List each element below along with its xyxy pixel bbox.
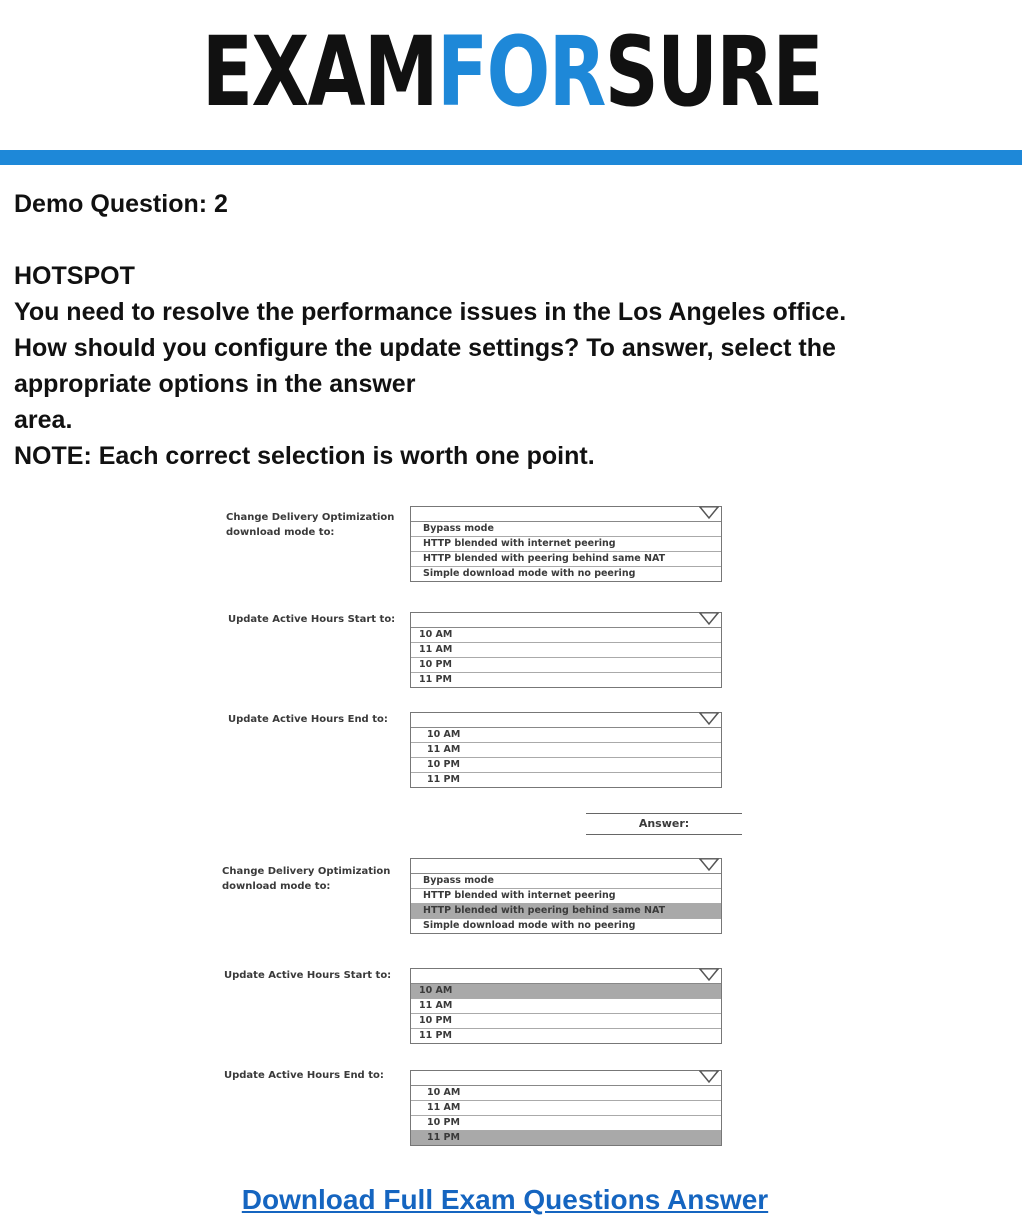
dropdown-option[interactable]: 10 PM (411, 1014, 721, 1029)
spacer (14, 222, 1004, 258)
delivery-optimization-dropdown[interactable] (410, 506, 722, 582)
question-text-line: You need to resolve the performance issues in the Los Angeles office. (14, 298, 847, 326)
dropdown-option[interactable]: HTTP blended with peering behind same NAT (411, 552, 721, 567)
dropdown-option[interactable]: 11 AM (411, 999, 721, 1014)
dropdown-option-selected[interactable]: 11 PM (411, 1131, 721, 1145)
header-divider-bar (0, 150, 1022, 165)
chevron-down-icon (699, 968, 719, 982)
chevron-down-icon (699, 858, 719, 872)
question-block (14, 186, 1004, 474)
dropdown-option-selected[interactable]: 10 AM (411, 984, 721, 999)
question-text-line: How should you configure the update settings? To answer, select the (14, 334, 836, 362)
active-hours-end-label: Update Active Hours End to: (224, 1070, 384, 1081)
logo-text-for: FOR (437, 16, 605, 128)
active-hours-start-label: Update Active Hours Start to: (228, 614, 396, 625)
dropdown-option[interactable]: Simple download mode with no peering (423, 568, 636, 579)
dropdown-option[interactable]: 10 AM (411, 728, 721, 743)
logo-text-exam: EXAM (201, 16, 438, 128)
active-hours-end-dropdown[interactable] (410, 712, 722, 788)
dropdown-option[interactable]: Bypass mode (411, 874, 721, 889)
active-hours-start-label: Update Active Hours Start to: (224, 970, 392, 981)
dropdown-option[interactable]: Bypass mode (411, 522, 721, 537)
dropdown-option[interactable]: HTTP blended with internet peering (411, 537, 721, 552)
dropdown-header[interactable] (411, 859, 721, 874)
answer-label: Answer: (586, 813, 742, 835)
dropdown-option[interactable]: 11 PM (427, 774, 460, 785)
hotspot-exhibit (212, 498, 744, 1158)
dropdown-option[interactable]: 11 AM (411, 743, 721, 758)
dropdown-option[interactable]: 11 AM (411, 1101, 721, 1116)
question-number: Demo Question: 2 (14, 190, 228, 218)
dropdown-option[interactable]: 11 PM (419, 1030, 452, 1041)
dropdown-option[interactable]: 10 PM (411, 658, 721, 673)
dropdown-header[interactable] (411, 1071, 721, 1086)
delivery-optimization-label: Change Delivery Optimization download mode to: (222, 866, 391, 892)
question-type: HOTSPOT (14, 262, 135, 290)
question-note: NOTE: Each correct selection is worth one point. (14, 442, 595, 470)
dropdown-header[interactable] (411, 969, 721, 984)
dropdown-option[interactable]: HTTP blended with internet peering (411, 889, 721, 904)
dropdown-header[interactable] (411, 713, 721, 728)
question-text-line: area. (14, 406, 73, 434)
dropdown-option[interactable]: 10 PM (411, 1116, 721, 1131)
dropdown-option[interactable]: 10 AM (411, 1086, 721, 1101)
chevron-down-icon (699, 506, 719, 520)
chevron-down-icon (699, 1070, 719, 1084)
dropdown-option[interactable]: 10 AM (411, 628, 721, 643)
dropdown-option[interactable]: 11 PM (419, 674, 452, 685)
delivery-optimization-answer-dropdown[interactable] (410, 858, 722, 934)
question-text-line: appropriate options in the answer (14, 370, 416, 398)
download-full-exam-link[interactable]: Download Full Exam Questions Answer (241, 1184, 769, 1215)
dropdown-header[interactable] (411, 613, 721, 628)
delivery-optimization-label: Change Delivery Optimization download mode to: (226, 512, 395, 538)
chevron-down-icon (699, 612, 719, 626)
dropdown-option[interactable]: 10 PM (411, 758, 721, 773)
dropdown-header[interactable] (411, 507, 721, 522)
active-hours-end-label: Update Active Hours End to: (228, 714, 388, 725)
chevron-down-icon (699, 712, 719, 726)
dropdown-option[interactable]: Simple download mode with no peering (423, 920, 636, 931)
logo-text-sure: SURE (604, 16, 823, 128)
active-hours-start-answer-dropdown[interactable] (410, 968, 722, 1044)
active-hours-end-answer-dropdown[interactable] (410, 1070, 722, 1146)
examforsure-logo (113, 16, 912, 128)
active-hours-start-dropdown[interactable] (410, 612, 722, 688)
dropdown-option[interactable]: 11 AM (411, 643, 721, 658)
dropdown-option-selected[interactable]: HTTP blended with peering behind same NAT (411, 904, 721, 919)
